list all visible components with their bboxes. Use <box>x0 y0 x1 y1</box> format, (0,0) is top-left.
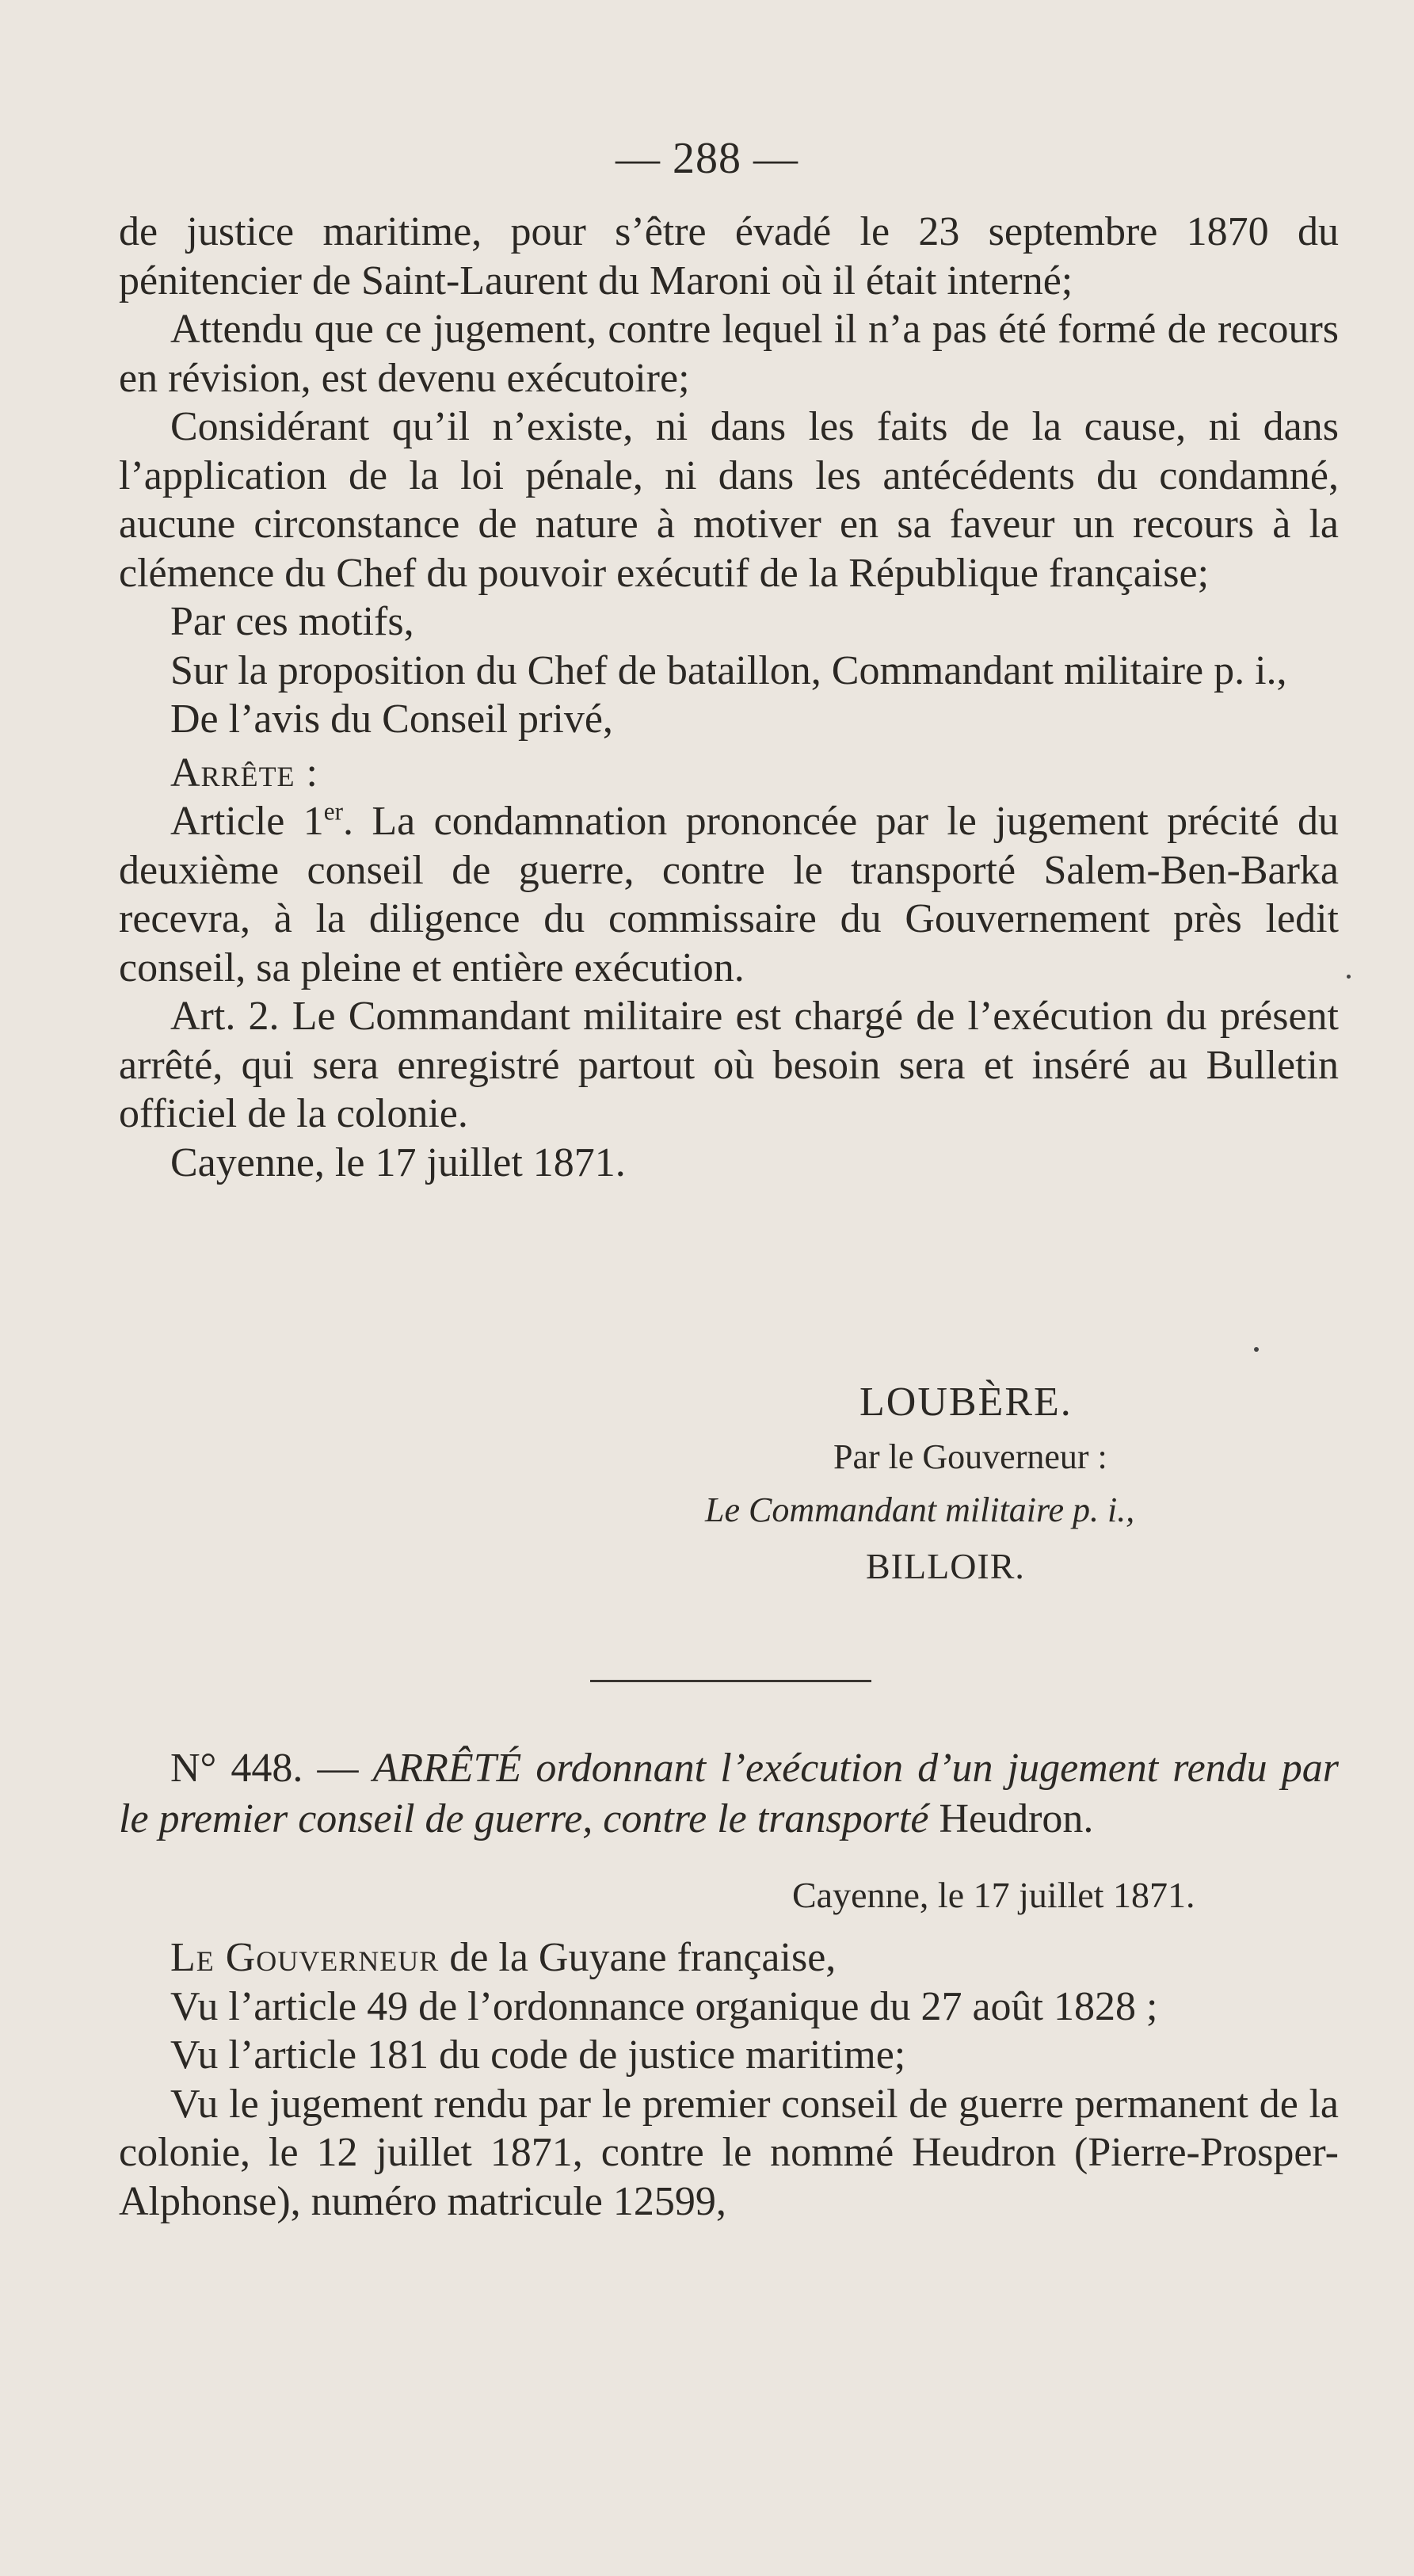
article-1-text: . La condamnation prononcée par le jugement précité du deuxième conseil de guerre, contre le transporté Salem-Ben-Barka recevra, à la diligence du commissaire du Gouvernement près ledit conseil, sa pleine et entière exécution. <box>119 799 1339 990</box>
decree-heading <box>119 1743 1339 1845</box>
paragraph: De l’avis du Conseil privé, <box>170 696 613 742</box>
decree-title <box>119 1743 1339 1845</box>
paragraph: Vu le jugement rendu par le premier conseil de guerre permanent de la colonie, le 12 juillet 1871, contre le nommé Heudron (Pierre-Prosper-Alphonse), numéro matricule 12599, <box>119 2081 1339 2224</box>
arrete-label: Arrête : <box>170 750 318 796</box>
separator-rule <box>590 1680 871 1682</box>
gouverneur-line <box>119 1933 1339 1983</box>
ink-dot <box>1347 975 1351 979</box>
signature-name-2: BILLOIR. <box>866 1546 1025 1586</box>
signature-title: Le Commandant militaire p. i., <box>705 1490 1135 1529</box>
gouverneur-label: Le Gouverneur <box>170 1935 440 1980</box>
paragraph: Attendu que ce jugement, contre lequel il n’a pas été formé de recours en révision, est devenu exécutoire; <box>119 307 1339 401</box>
article-1-prefix: Article 1 <box>170 799 324 844</box>
decree-date: Cayenne, le 17 juillet 1871. <box>792 1875 1195 1915</box>
signature-par: Par le Gouverneur : <box>833 1437 1107 1476</box>
decree-number: N° 448. — <box>170 1746 359 1791</box>
considerants-block <box>119 208 1339 1187</box>
article-1-sup: er <box>323 797 343 826</box>
paragraph: Sur la proposition du Chef de bataillon, Commandant militaire p. i., <box>170 647 1287 693</box>
page-number: — 288 — <box>616 134 798 183</box>
signature-name: LOUBÈRE. <box>859 1380 1073 1425</box>
ink-dot <box>1254 1347 1259 1352</box>
date-place: Cayenne, le 17 juillet 1871. <box>170 1139 626 1185</box>
visas-block <box>119 1933 1339 2226</box>
arrete-heading <box>119 749 1339 798</box>
paragraph: Considérant qu’il n’existe, ni dans les faits de la cause, ni dans l’application de la loi pénale, ni dans les antécédents du condamné, aucune circonstance de nature à motiver en sa faveur un recours à la clémence du Chef du pouvoir exécutif de la République française; <box>119 404 1339 596</box>
article-1 <box>119 797 1339 992</box>
paragraph: Vu l’article 49 de l’ordonnance organique du 27 août 1828 ; <box>170 1983 1158 2029</box>
article-2: Art. 2. Le Commandant militaire est chargé de l’exécution du présent arrêté, qui sera enregistré partout où besoin sera et inséré au Bulletin officiel de la colonie. <box>119 994 1339 1136</box>
decree-title-italic: ARRÊTÉ ordonnant l’exécution d’un jugement rendu par le premier conseil de guerre, contre le transporté <box>119 1746 1339 1841</box>
decree-title-tail: Heudron. <box>939 1796 1094 1841</box>
paragraph: de justice maritime, pour s’être évadé le 23 septembre 1870 du pénitencier de Saint-Laurent du Maroni où il était interné; <box>119 209 1339 303</box>
gouverneur-rest: de la Guyane française, <box>439 1935 837 1980</box>
paragraph: Vu l’article 181 du code de justice maritime; <box>170 2032 906 2078</box>
paragraph: Par ces motifs, <box>170 599 414 644</box>
